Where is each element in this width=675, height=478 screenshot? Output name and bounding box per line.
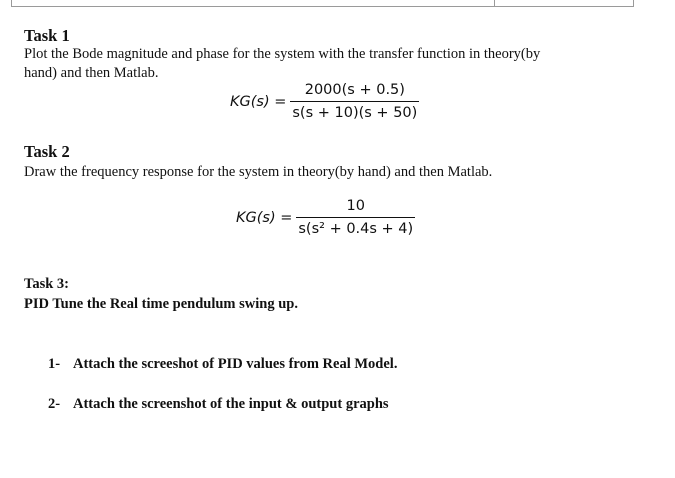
task3-subheading: PID Tune the Real time pendulum swing up. — [24, 296, 298, 312]
task1-equation-lhs: KG(s) = — [230, 93, 287, 110]
list-item-marker: 1- — [48, 356, 61, 372]
list-item — [48, 396, 389, 413]
task3-heading: Task 3: — [24, 276, 70, 292]
task1-description-line2: hand) and then Matlab. — [24, 65, 159, 81]
task2-equation-numerator: 10 — [346, 198, 365, 214]
task1-heading: Task 1 — [24, 26, 70, 45]
task2-transfer-function — [236, 198, 415, 237]
list-item-text: Attach the screenshot of the input & output graphs — [73, 396, 389, 412]
task2-equation-lhs: KG(s) = — [236, 209, 293, 226]
task1-equation-numerator: 2000(s + 0.5) — [304, 82, 405, 98]
task2-heading: Task 2 — [24, 142, 70, 161]
task1-transfer-function — [230, 82, 419, 121]
list-item-text: Attach the screeshot of PID values from Real Model. — [73, 356, 398, 372]
task2-description: Draw the frequency response for the system in theory(by hand) and then Matlab. — [24, 164, 493, 180]
task1-equation-denominator: s(s + 10)(s + 50) — [292, 105, 418, 121]
task2-fraction — [296, 198, 415, 237]
list-item-marker: 2- — [48, 396, 61, 412]
table-border-top — [11, 0, 634, 7]
task1-fraction — [290, 82, 419, 121]
task2-equation-denominator: s(s² + 0.4s + 4) — [298, 221, 414, 237]
task1-description-line1: Plot the Bode magnitude and phase for the system with the transfer function in theory(by — [24, 46, 541, 62]
list-item — [48, 356, 397, 373]
table-column-divider — [494, 0, 495, 6]
